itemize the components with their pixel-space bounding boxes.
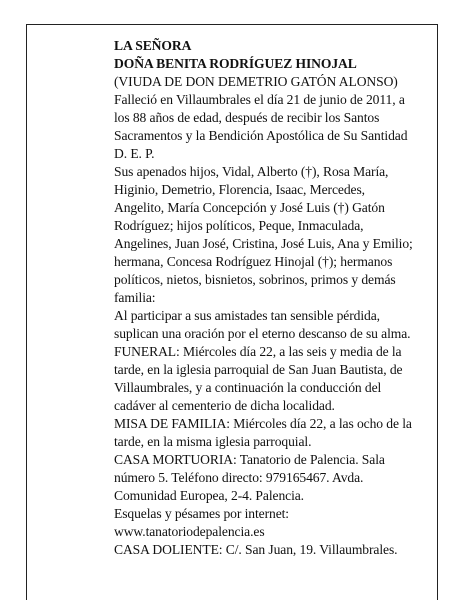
mourning-house-line: CASA DOLIENTE: C/. San Juan, 19. Villaumbrales. (114, 542, 398, 557)
family-line: Sus apenados hijos, Vidal, Alberto (†), Rosa María, (114, 164, 389, 179)
family-line: políticos, nietos, bisnietos, sobrinos, primos y demás (114, 272, 396, 287)
family-mass-line: tarde, en la misma iglesia parroquial. (114, 434, 312, 449)
family-line: Rodríguez; hijos políticos, Peque, Inmaculada, (114, 218, 364, 233)
funeral-line: tarde, en la iglesia parroquial de San Juan Bautista, de (114, 362, 403, 377)
widow-of-line: (VIUDA DE DON DEMETRIO GATÓN ALONSO) (114, 74, 398, 89)
funeral-line: cadáver al cementerio de dicha localidad. (114, 398, 335, 413)
request-line: suplican una oración por el eterno descanso de su alma. (114, 326, 411, 341)
website-line: www.tanatoriodepalencia.es (114, 524, 265, 539)
funeral-line: FUNERAL: Miércoles día 22, a las seis y media de la (114, 344, 402, 359)
funeral-home-line: CASA MORTUORIA: Tanatorio de Palencia. Sala (114, 452, 385, 467)
death-details-line: Sacramentos y la Bendición Apostólica de Su Santidad (114, 128, 408, 143)
funeral-home-line: Comunidad Europea, 2-4. Palencia. (114, 488, 304, 503)
funeral-line: Villaumbrales, y a continuación la conducción del (114, 380, 382, 395)
family-line: hermana, Concesa Rodríguez Hinojal (†); hermanos (114, 254, 393, 269)
internet-condolences-line: Esquelas y pésames por internet: (114, 506, 289, 521)
funeral-home-line: número 5. Teléfono directo: 979165467. Avda. (114, 470, 364, 485)
family-line: Angelito, María Concepción y José Luis (†) Gatón (114, 200, 385, 215)
request-line: Al participar a sus amistades tan sensible pérdida, (114, 308, 380, 323)
family-line: familia: (114, 290, 156, 305)
obituary-notice (114, 37, 424, 559)
death-details-line: los 88 años de edad, después de recibir los Santos (114, 110, 380, 125)
family-mass-line: MISA DE FAMILIA: Miércoles día 22, a las ocho de la (114, 416, 412, 431)
deceased-name: DOÑA BENITA RODRÍGUEZ HINOJAL (114, 56, 357, 71)
family-line: Angelines, Juan José, Cristina, José Luis, Ana y Emilio; (114, 236, 413, 251)
death-details-line: Falleció en Villaumbrales el día 21 de junio de 2011, a (114, 92, 405, 107)
notice-header: LA SEÑORA (114, 38, 192, 53)
family-line: Higinio, Demetrio, Florencia, Isaac, Mercedes, (114, 182, 365, 197)
rip-line: D. E. P. (114, 146, 155, 161)
